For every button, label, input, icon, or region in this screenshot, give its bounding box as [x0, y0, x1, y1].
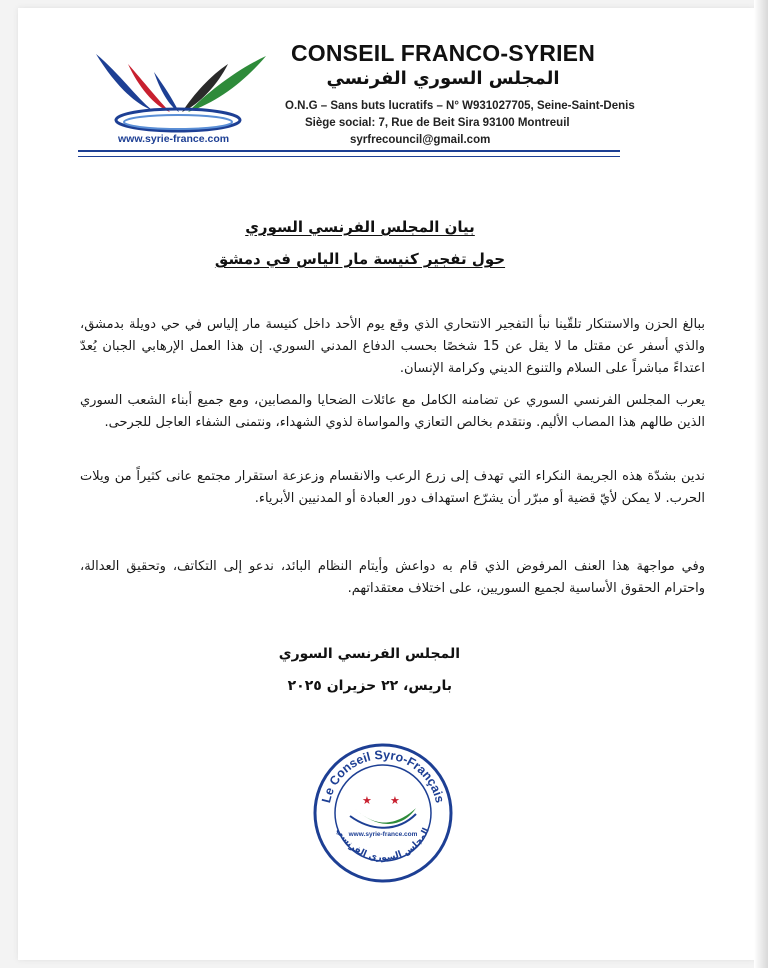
org-name-fr: CONSEIL FRANCO-SYRIEN [290, 40, 596, 66]
email-line: syrfrecouncil@gmail.com [350, 134, 491, 146]
logo-url: www.syrie-france.com [118, 133, 230, 145]
place-date: باريس، ٢٢ حزيران ٢٠٢٥ [287, 678, 452, 694]
svg-text:★: ★ [390, 794, 400, 807]
seal-url: www.syrie-france.com [348, 831, 418, 838]
legal-line: O.N.G – Sans buts lucratifs – N° W931027705, Seine-Saint-Denis [285, 100, 635, 112]
paragraph-4: وفي مواجهة هذا العنف المرفوض الذي قام به دواعش وأيتام النظام البائد، ندعو إلى التكاتف، وتحقيق العدالة، واحترام الحقوق الأساسية لجميع السوريين، على اختلاف معتقداتهم. [80, 559, 705, 596]
signature: المجلس الفرنسي السوري [278, 646, 460, 662]
seal-bottom-textpath: المجلس السوري الفرنسي [334, 826, 432, 864]
seal-top-textpath: Le Conseil Syro-Français [319, 747, 447, 805]
svg-text:★: ★ [362, 794, 372, 807]
org-name-ar: المجلس السوري الفرنسي [326, 68, 560, 89]
statement-title: بيان المجلس الفرنسي السوري [245, 218, 475, 236]
header-divider [78, 150, 620, 157]
seal-graphic [312, 742, 454, 884]
organization-seal [312, 742, 454, 884]
paragraph-1: ببالغ الحزن والاستنكار تلقّينا نبأ التفجير الانتحاري الذي وقع يوم الأحد داخل كنيسة مار إلياس في حي دويلة بدمشق، والذي أسفر عن مقتل ما لا يقل عن 15 شخصًا بحسب الدفاع المدني السوري. إن هذا العمل الإرهابي الجبان يُعدّ اعتداءً مباشراً على السلام والتنوع الديني وكرامة الإنسان. [80, 317, 706, 376]
paragraph-3: ندين بشدّة هذه الجريمة النكراء التي تهدف إلى زرع الرعب والانقسام وزعزعة استقرار مجتمع عانى كثيراً من ويلات الحرب. لا يمكن لأيّ قضية أو مبرّر أن يشرّع استهداف دور العبادة أو المدنيين الأبرياء. [80, 469, 705, 506]
page-edge-shadow [754, 0, 768, 968]
organization-logo [78, 42, 268, 152]
address-line: Siège social: 7, Rue de Beit Sira 93100 Montreuil [305, 117, 570, 129]
statement-subtitle: حول تفجير كنيسة مار الياس في دمشق [214, 250, 506, 268]
paragraph-2: يعرب المجلس الفرنسي السوري عن تضامنه الكامل مع عائلات الضحايا والمصابين، ومع جميع أبناء الشعب السوري الذين طالهم هذا المصاب الأليم. ونتقدم بخالص التعازي والمواساة لذوي الشهداء، ونتمنى الشفاء العاجل للجرحى. [80, 393, 705, 430]
